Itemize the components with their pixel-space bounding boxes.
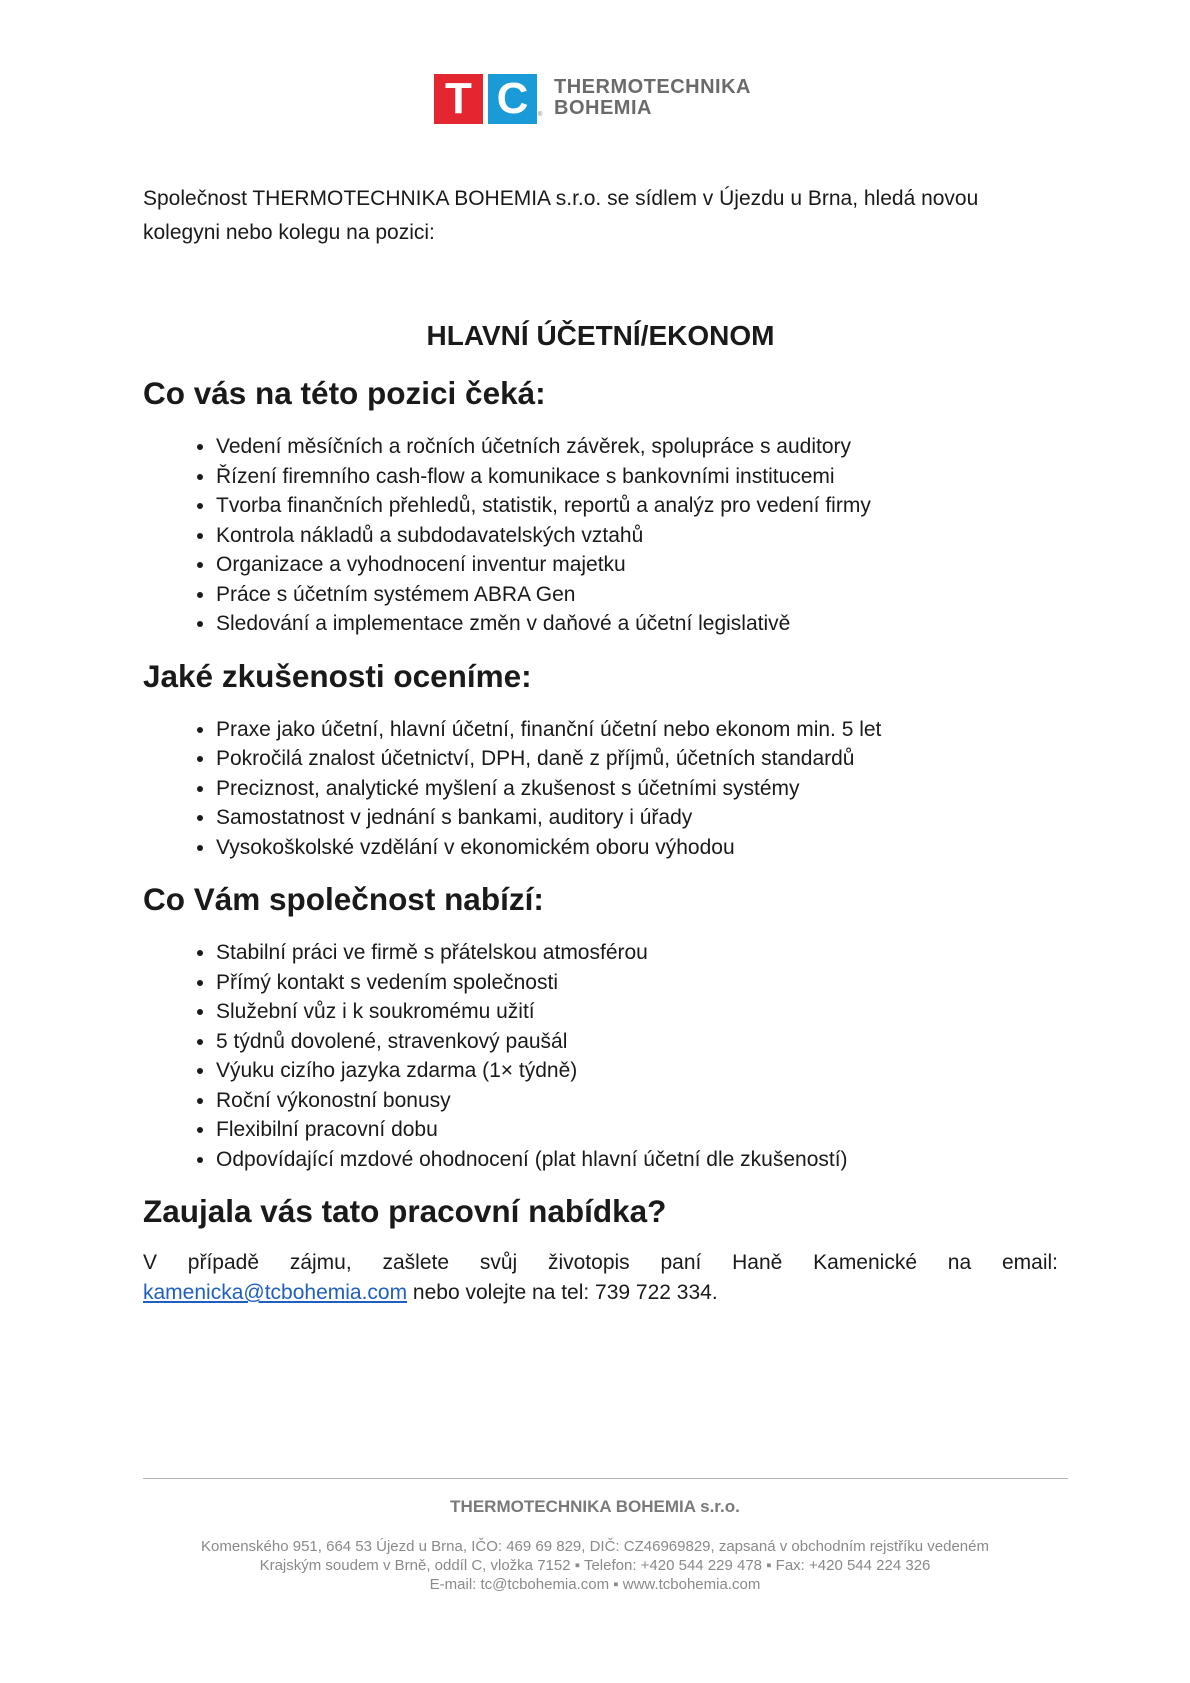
footer-address-line: Krajským soudem v Brně, oddíl C, vložka 7152 ▪ Telefon: +420 544 229 478 ▪ Fax: +420 544 224 326 — [259, 1557, 931, 1574]
list-item: • Stabilní práci ve firmě s přátelskou atmosférou — [216, 938, 1058, 968]
footer-address-line: Komenského 951, 664 53 Újezd u Brna, IČO: 469 69 829, DIČ: CZ46969829, zapsaná v obchodním rejstříku vedeném — [201, 1538, 989, 1555]
footer-address — [0, 1537, 1190, 1594]
list-item: • Roční výkonostní bonusy — [216, 1086, 1058, 1116]
section-benefits — [143, 882, 1058, 1174]
job-title: HLAVNÍ ÚČETNÍ/EKONOM — [426, 320, 775, 351]
bullet-list — [143, 715, 1058, 863]
list-item: • Přímý kontakt s vedením společnosti — [216, 968, 1058, 998]
list-item: • 5 týdnů dovolené, stravenkový paušál — [216, 1027, 1058, 1057]
list-item: • Vysokoškolské vzdělání v ekonomickém oboru výhodou — [216, 833, 1058, 863]
contact-paragraph — [143, 1248, 1058, 1308]
list-item: • Vedení měsíčních a ročních účetních závěrek, spolupráce s auditory — [216, 432, 1058, 462]
list-item: • Preciznost, analytické myšlení a zkušenost s účetními systémy — [216, 774, 1058, 804]
section-title: Co vás na této pozici čeká: — [143, 375, 546, 411]
contact-text-after: nebo volejte na tel: 739 722 334. — [407, 1281, 718, 1304]
list-item: • Služební vůz i k soukromému užití — [216, 997, 1058, 1027]
list-item: • Kontrola nákladů a subdodavatelských vztahů — [216, 521, 1058, 551]
section-experience — [143, 659, 1058, 863]
section-title: Jaké zkušenosti oceníme: — [143, 657, 532, 694]
footer-company-name: THERMOTECHNIKA BOHEMIA s.r.o. — [450, 1497, 740, 1516]
section-title: Zaujala vás tato pracovní nabídka? — [143, 1193, 667, 1229]
list-item: • Odpovídající mzdové ohodnocení (plat hlavní účetní dle zkušeností) — [216, 1145, 1058, 1175]
list-item: • Samostatnost v jednání s bankami, auditory i úřady — [216, 803, 1058, 833]
registered-mark: ® — [538, 112, 543, 118]
footer-divider — [143, 1478, 1068, 1479]
logo-line-1: THERMOTECHNIKA — [554, 76, 751, 98]
list-item: • Pokročilá znalost účetnictví, DPH, daně z příjmů, účetních standardů — [216, 744, 1058, 774]
logo-letter-c: C — [488, 74, 537, 124]
list-item: • Organizace a vyhodnocení inventur majetku — [216, 550, 1058, 580]
list-item: • Praxe jako účetní, hlavní účetní, finanční účetní nebo ekonom min. 5 let — [216, 715, 1058, 745]
logo-line-2: BOHEMIA — [554, 97, 652, 119]
bullet-list — [143, 432, 1058, 639]
section-contact — [143, 1194, 1058, 1308]
section-expectations — [143, 376, 1058, 639]
list-item: • Flexibilní pracovní dobu — [216, 1115, 1058, 1145]
logo-letter-t: T — [434, 74, 483, 124]
list-item: • Sledování a implementace změn v daňové a účetní legislativě — [216, 609, 1058, 639]
list-item: • Výuku cizího jazyka zdarma (1× týdně) — [216, 1056, 1058, 1086]
list-item: • Tvorba finančních přehledů, statistik, reportů a analýz pro vedení firmy — [216, 491, 1058, 521]
section-title: Co Vám společnost nabízí: — [143, 881, 544, 917]
company-logo — [434, 74, 770, 124]
footer-address-line: E-mail: tc@tcbohemia.com ▪ www.tcbohemia.com — [429, 1576, 761, 1593]
intro-paragraph: Společnost THERMOTECHNIKA BOHEMIA s.r.o. se sídlem v Újezdu u Brna, hledá novou kolegyni nebo kolegu na pozici: — [143, 187, 979, 244]
document-body — [143, 182, 1058, 1329]
contact-text-before: V případě zájmu, zašlete svůj životopis paní Haně Kamenické na email: — [143, 1251, 1058, 1274]
list-item: • Práce s účetním systémem ABRA Gen — [216, 580, 1058, 610]
list-item: • Řízení firemního cash-flow a komunikace s bankovními institucemi — [216, 462, 1058, 492]
logo-wordmark — [554, 77, 751, 119]
email-link[interactable]: kamenicka@tcbohemia.com — [143, 1281, 408, 1304]
bullet-list — [143, 938, 1058, 1174]
